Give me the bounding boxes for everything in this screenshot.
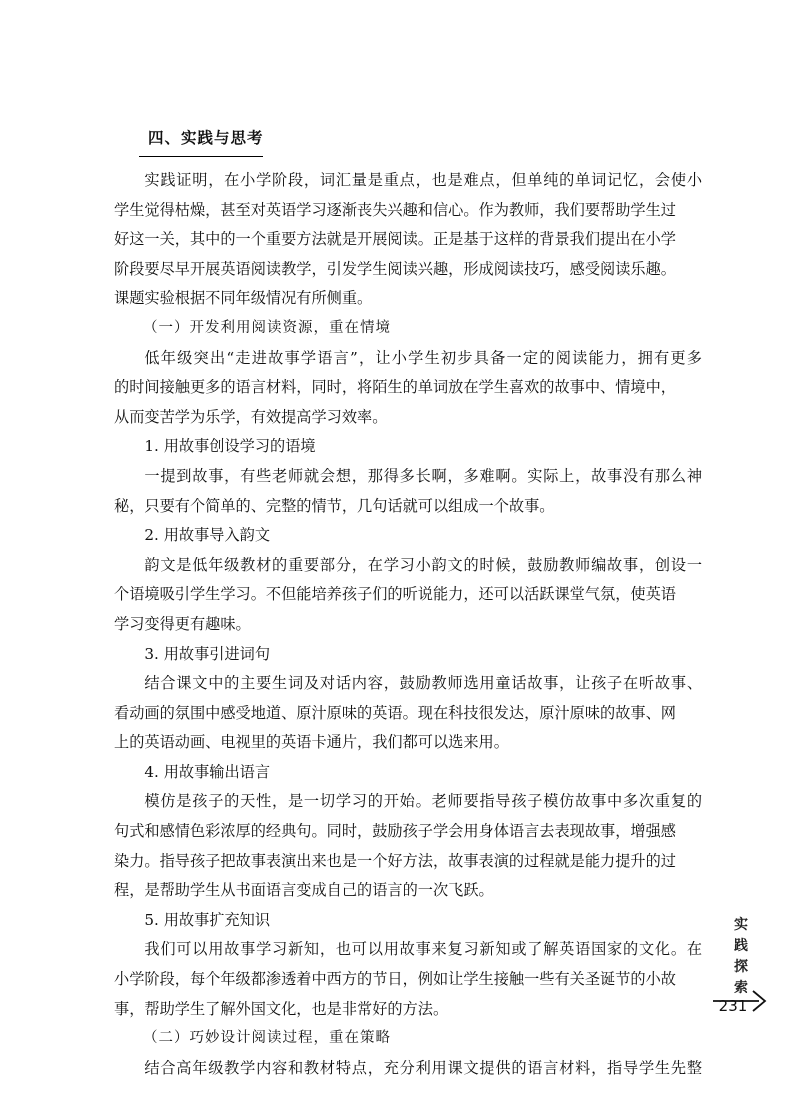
paragraph-line: 学生觉得枯燥，甚至对英语学习逐渐丧失兴趣和信心。作为教师，我们要帮助学生过 (114, 200, 676, 219)
paragraph-line: 程，是帮助学生从书面语言变成自己的语言的一次飞跃。 (114, 881, 494, 900)
paragraph-line: 小学阶段，每个年级都渗透着中西方的节日，例如让学生接触一些有关圣诞节的小故 (114, 970, 676, 989)
side-tab-char: 索 (734, 980, 748, 996)
paragraph-line: 的时间接触更多的语言材料，同时，将陌生的单词放在学生喜欢的故事中、情境中， (114, 378, 676, 397)
subsection-heading: 5. 用故事扩充知识 (144, 910, 271, 929)
side-tab-char: 探 (734, 959, 748, 975)
paragraph-line: 低年级突出“走进故事学语言”，让小学生初步具备一定的阅读能力，拥有更多 (144, 348, 702, 367)
paragraph-line: 染力。指导孩子把故事表演出来也是一个好方法，故事表演的过程就是能力提升的过 (114, 851, 676, 870)
paragraph-line: 看动画的氛围中感受地道、原汁原味的英语。现在科技很发达，原汁原味的故事、网 (114, 703, 676, 722)
paragraph-line: 事，帮助学生了解外国文化，也是非常好的方法。 (114, 999, 449, 1018)
paragraph-line: 学习变得更有趣味。 (114, 614, 251, 633)
subsection-heading: 1. 用故事创设学习的语境 (144, 437, 316, 456)
paragraph-line: 一提到故事，有些老师就会想，那得多长啊，多难啊。实际上，故事没有那么神 (144, 466, 702, 485)
page-number: 231 (718, 997, 748, 1015)
paragraph-line: 上的英语动画、电视里的英语卡通片，我们都可以选来用。 (114, 733, 509, 752)
paragraph-line: 韵文是低年级教材的重要部分，在学习小韵文的时候，鼓励教师编故事，创设一 (144, 555, 702, 574)
paragraph-line: 秘，只要有个简单的、完整的情节，几句话就可以组成一个故事。 (114, 496, 555, 515)
paragraph-line: 个语境吸引学生学习。不但能培养孩子们的听说能力，还可以活跃课堂气氛，使英语 (114, 585, 676, 604)
subsection-heading: （二）巧妙设计阅读过程，重在策略 (143, 1030, 391, 1047)
paragraph-line: 结合课文中的主要生词及对话内容，鼓励教师选用童话故事，让孩子在听故事、 (144, 674, 702, 693)
paragraph-line: 从而变苦学为乐学，有效提高学习效率。 (114, 407, 388, 426)
subsection-heading: （一）开发利用阅读资源，重在情境 (143, 319, 391, 336)
side-tab-char: 实 (734, 917, 748, 933)
paragraph-line: 句式和感情色彩浓厚的经典句。同时，鼓励孩子学会用身体语言去表现故事，增强感 (114, 822, 676, 841)
section-title: 四、实践与思考 (148, 129, 264, 147)
paragraph-line: 模仿是孩子的天性，是一切学习的开始。老师要指导孩子模仿故事中多次重复的 (144, 792, 702, 811)
paragraph-line: 结合高年级教学内容和教材特点，充分利用课文提供的语言材料，指导学生先整 (144, 1058, 702, 1077)
paragraph-line: 阶段要尽早开展英语阅读教学，引发学生阅读兴趣，形成阅读技巧，感受阅读乐趣。 (114, 259, 676, 278)
body-text (114, 166, 702, 1083)
subsection-heading: 2. 用故事导入韵文 (144, 526, 271, 545)
subsection-heading: 3. 用故事引进词句 (144, 644, 271, 663)
paragraph-line: 实践证明，在小学阶段，词汇量是重点，也是难点，但单纯的单词记忆，会使小 (144, 171, 702, 189)
paragraph-line: 好这一关，其中的一个重要方法就是开展阅读。正是基于这样的背景我们提出在小学 (114, 230, 676, 249)
paragraph-line: 我们可以用故事学习新知，也可以用故事来复习新知或了解英语国家的文化。在 (144, 940, 702, 959)
section-title-underline (139, 156, 263, 157)
subsection-heading: 4. 用故事输出语言 (144, 762, 271, 781)
side-tab-char: 践 (734, 938, 748, 954)
paragraph-line: 课题实验根据不同年级情况有所侧重。 (114, 289, 373, 308)
